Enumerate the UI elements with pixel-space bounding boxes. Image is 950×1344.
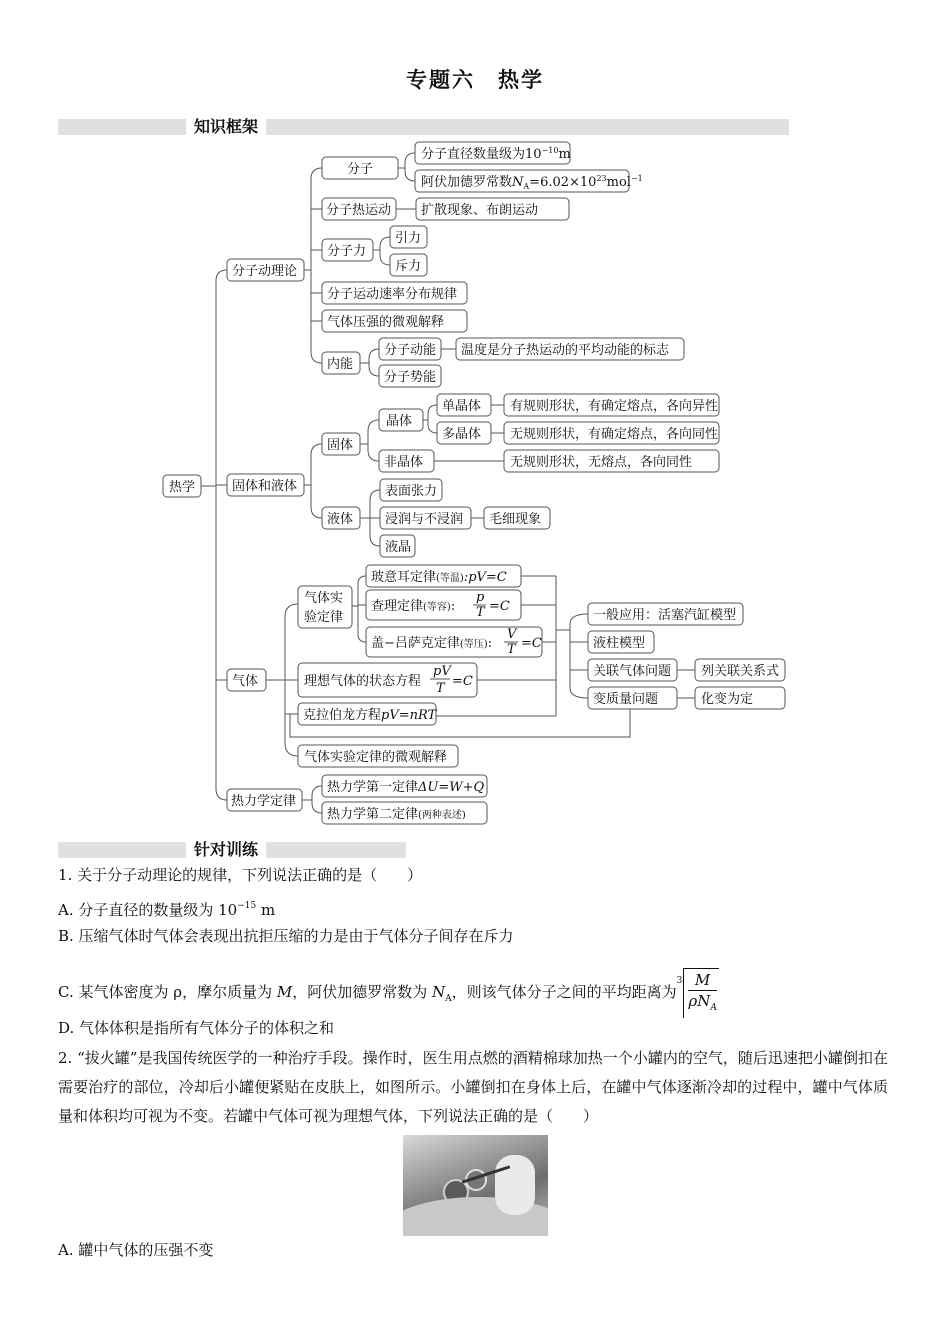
svg-text:T: T bbox=[507, 642, 516, 657]
q1-option-c-denominator: $\rho N_A$ bbox=[688, 992, 717, 1013]
section-title-framework: 知识框架 bbox=[186, 117, 266, 137]
map-node-molecular-theory bbox=[227, 259, 304, 281]
svg-text:单晶体: 单晶体 bbox=[442, 399, 482, 414]
map-node-liquid-crystal bbox=[380, 535, 415, 557]
svg-text:理想气体的状态方程: 理想气体的状态方程 bbox=[304, 674, 422, 689]
svg-text:一般应用：活塞汽缸模型: 一般应用：活塞汽缸模型 bbox=[593, 608, 737, 623]
map-node-internal-energy bbox=[322, 352, 360, 374]
map-node-linked-relations bbox=[695, 659, 785, 681]
svg-text:分子力: 分子力 bbox=[327, 244, 367, 259]
svg-text:=C: =C bbox=[489, 599, 510, 614]
map-node-polycrystal bbox=[437, 422, 491, 444]
q1-option-c-root-index: 3 bbox=[676, 976, 683, 986]
svg-text:V: V bbox=[507, 627, 517, 642]
svg-text:热力学第一定律ΔU=W+Q: 热力学第一定律ΔU=W+Q bbox=[327, 780, 485, 795]
svg-text:多晶体: 多晶体 bbox=[442, 427, 482, 442]
map-node-surface-tension bbox=[380, 479, 442, 501]
q1-stem: 1. 关于分子动理论的规律，下列说法正确的是（ ） bbox=[58, 866, 423, 884]
svg-text:=C: =C bbox=[521, 636, 542, 651]
map-node-amorphous-props bbox=[504, 450, 719, 472]
map-node-variable-mass bbox=[588, 687, 677, 709]
svg-text:阿伏加德罗常数NA=6.02×1023mol−1: 阿伏加德罗常数$N_A=6.02\times 10^{23}mol^{-1}$ bbox=[421, 174, 643, 191]
svg-text:验定律: 验定律 bbox=[304, 610, 344, 625]
map-node-molecule bbox=[322, 157, 398, 179]
map-node-gas bbox=[227, 669, 266, 691]
map-node-repulsion bbox=[390, 254, 427, 276]
map-node-thermal-motion bbox=[322, 198, 396, 220]
map-node-gay-lussac-law bbox=[366, 627, 542, 657]
q1-option-c-fraction bbox=[688, 970, 716, 1018]
svg-text:气体实验定律的微观解释: 气体实验定律的微观解释 bbox=[304, 750, 448, 765]
svg-text:引力: 引力 bbox=[395, 231, 422, 246]
svg-text:查理定律(等容):: 查理定律(等容): bbox=[371, 599, 456, 614]
q1-option-a-exponent: −15 bbox=[237, 901, 257, 911]
map-node-clapeyron-equation bbox=[298, 703, 438, 725]
svg-text:分子运动速率分布规律: 分子运动速率分布规律 bbox=[327, 287, 458, 302]
q2-stem: 2. “拔火罐”是我国传统医学的一种治疗手段。操作时，医生用点燃的酒精棉球加热一个小罐内的空气，随后迅速把小罐倒扣在需要治疗的部位，冷却后小罐便紧贴在皮肤上，如图所示。小罐倒扣在身体上后，在罐中气体逐渐冷却的过程中，罐中气体质量和体积均可视为不变。若罐中气体可视为理想气体，下列说法正确的是（ ） bbox=[58, 1049, 888, 1125]
map-node-ideal-gas-equation bbox=[298, 663, 477, 697]
svg-text:T: T bbox=[436, 681, 445, 696]
svg-text:热力学定律: 热力学定律 bbox=[231, 794, 297, 809]
q1-option-d: D. 气体体积是指所有气体分子的体积之和 bbox=[58, 1019, 335, 1037]
svg-text:斥力: 斥力 bbox=[395, 259, 422, 274]
q1-option-c-prefix: C. 某气体密度为 ρ，摩尔质量为 bbox=[58, 983, 277, 1001]
map-node-crystal bbox=[379, 409, 423, 431]
q1-option-a-unit: m bbox=[256, 901, 276, 919]
svg-text:盖−吕萨克定律(等压):: 盖−吕萨克定律(等压): bbox=[371, 636, 493, 651]
q1-option-c-avogadro: N bbox=[431, 983, 446, 1001]
svg-text:分子动理论: 分子动理论 bbox=[232, 264, 298, 279]
map-node-solids-liquids bbox=[227, 474, 304, 496]
map-node-molecule-diameter bbox=[415, 142, 571, 164]
map-node-temperature bbox=[456, 338, 684, 360]
svg-text:分子势能: 分子势能 bbox=[384, 370, 437, 385]
map-node-single-crystal-props bbox=[504, 394, 719, 416]
svg-text:列关联关系式: 列关联关系式 bbox=[701, 664, 780, 679]
map-node-liquid-column-model bbox=[588, 631, 654, 653]
map-node-variable-to-constant bbox=[695, 687, 785, 709]
svg-text:非晶体: 非晶体 bbox=[384, 455, 424, 470]
svg-text:玻意耳定律(等温):pV=C: 玻意耳定律(等温):pV=C bbox=[371, 570, 507, 585]
map-node-wetting bbox=[380, 507, 471, 529]
cupping-photo bbox=[403, 1135, 548, 1236]
map-node-gas-experimental-laws bbox=[298, 586, 352, 628]
q1-option-c-mid: ，阿伏加德罗常数为 bbox=[292, 983, 432, 1001]
map-node-second-law bbox=[322, 802, 487, 824]
svg-text:固体和液体: 固体和液体 bbox=[232, 479, 298, 494]
map-node-pressure-micro bbox=[322, 310, 467, 332]
map-node-piston-model bbox=[588, 603, 743, 625]
q1-option-c-molar-mass: M bbox=[276, 983, 293, 1001]
map-node-polycrystal-props bbox=[504, 422, 719, 444]
svg-text:分子动能: 分子动能 bbox=[384, 343, 437, 358]
q1-option-a bbox=[58, 892, 275, 924]
map-node-root bbox=[163, 475, 201, 497]
map-node-first-law bbox=[322, 775, 487, 797]
svg-text:毛细现象: 毛细现象 bbox=[489, 512, 542, 527]
svg-text:浸润与不浸润: 浸润与不浸润 bbox=[385, 512, 464, 527]
map-node-solid bbox=[322, 433, 360, 455]
document-title: 专题六 热学 bbox=[406, 68, 544, 92]
svg-text:分子热运动: 分子热运动 bbox=[326, 203, 392, 218]
map-node-gas-micro-explanation bbox=[298, 745, 458, 767]
svg-text:气体实: 气体实 bbox=[304, 591, 344, 606]
q1-option-c-radical bbox=[683, 968, 718, 1018]
map-node-molecular-force bbox=[322, 239, 373, 261]
map-node-diffusion bbox=[416, 198, 569, 220]
svg-text:分子直径数量级为10−10m: 分子直径数量级为$10^{-10}m$ bbox=[421, 146, 571, 162]
svg-text:内能: 内能 bbox=[327, 357, 354, 372]
svg-text:变质量问题: 变质量问题 bbox=[593, 692, 659, 707]
q1-option-c-avogadro-sub: A bbox=[445, 994, 452, 1004]
map-node-potential-energy bbox=[379, 365, 441, 387]
svg-text:表面张力: 表面张力 bbox=[385, 484, 438, 499]
map-node-avogadro bbox=[415, 170, 643, 192]
svg-text:温度是分子热运动的平均动能的标志: 温度是分子热运动的平均动能的标志 bbox=[461, 343, 670, 358]
svg-text:液体: 液体 bbox=[327, 512, 354, 527]
q1-option-c-suffix: ，则该气体分子之间的平均距离为 bbox=[451, 983, 677, 1001]
doctor-hand bbox=[495, 1155, 535, 1215]
svg-text:扩散现象、布朗运动: 扩散现象、布朗运动 bbox=[421, 203, 539, 218]
svg-text:有规则形状，有确定熔点，各向异性: 有规则形状，有确定熔点，各向异性 bbox=[510, 399, 719, 414]
svg-text:热学: 热学 bbox=[169, 480, 196, 495]
map-node-kinetic-energy bbox=[379, 338, 441, 360]
q1-option-c-numerator: M bbox=[688, 970, 716, 991]
svg-text:T: T bbox=[476, 605, 485, 620]
map-node-charles-law bbox=[366, 590, 521, 620]
section-title-training: 针对训练 bbox=[186, 840, 266, 860]
svg-text:关联气体问题: 关联气体问题 bbox=[593, 664, 672, 679]
map-node-amorphous bbox=[379, 450, 434, 472]
map-node-attraction bbox=[390, 226, 427, 248]
svg-text:固体: 固体 bbox=[327, 438, 354, 453]
map-node-boyle-law bbox=[366, 565, 521, 587]
svg-text:无规则形状，无熔点，各向同性: 无规则形状，无熔点，各向同性 bbox=[510, 455, 693, 470]
svg-text:分子: 分子 bbox=[347, 162, 374, 177]
svg-text:热力学第二定律(两种表述): 热力学第二定律(两种表述) bbox=[327, 807, 466, 822]
map-node-linked-gases bbox=[588, 659, 677, 681]
map-node-capillary bbox=[484, 507, 550, 529]
map-node-single-crystal bbox=[437, 394, 491, 416]
svg-text:气体: 气体 bbox=[232, 674, 259, 689]
svg-text:克拉伯龙方程pV=nRT: 克拉伯龙方程pV=nRT bbox=[303, 708, 437, 723]
map-node-liquid bbox=[322, 507, 360, 529]
svg-text:p: p bbox=[476, 590, 485, 605]
q1-option-c bbox=[58, 958, 719, 1013]
q2-option-a: A. 罐中气体的压强不变 bbox=[58, 1241, 214, 1259]
svg-text:液柱模型: 液柱模型 bbox=[593, 636, 646, 651]
map-node-speed-distribution bbox=[322, 282, 467, 304]
q1-option-b: B. 压缩气体时气体会表现出抗拒压缩的力是由于气体分子间存在斥力 bbox=[58, 927, 514, 945]
svg-text:液晶: 液晶 bbox=[385, 540, 412, 555]
svg-text:无规则形状，有确定熔点，各向同性: 无规则形状，有确定熔点，各向同性 bbox=[510, 427, 719, 442]
svg-text:化变为定: 化变为定 bbox=[701, 692, 754, 707]
svg-text:气体压强的微观解释: 气体压强的微观解释 bbox=[327, 315, 445, 330]
map-node-thermodynamics-laws bbox=[227, 789, 302, 811]
svg-text:pV: pV bbox=[433, 664, 451, 679]
q1-option-a-text: A. 分子直径的数量级为 10 bbox=[58, 901, 238, 919]
svg-text:晶体: 晶体 bbox=[386, 414, 413, 429]
svg-text:=C: =C bbox=[452, 674, 473, 689]
